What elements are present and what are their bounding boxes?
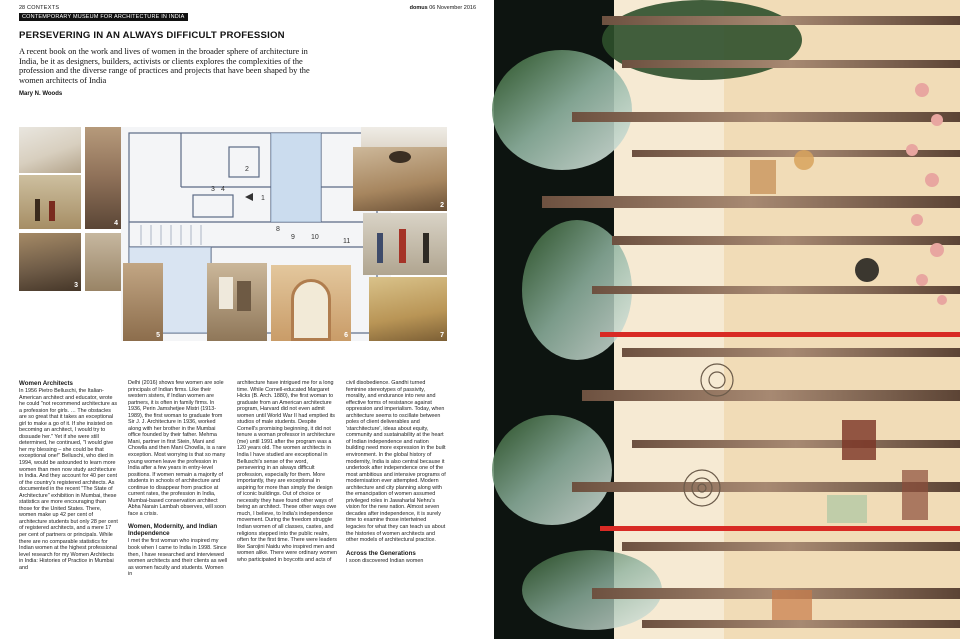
- plan-number-1: 1: [261, 195, 265, 202]
- photo-collage-figure: [19, 127, 447, 341]
- plan-number-4: 4: [221, 186, 225, 193]
- photo-courtyard: [19, 127, 81, 173]
- photo-number-6: 6: [344, 332, 348, 339]
- photo-children: [19, 175, 81, 229]
- photo-number-3: 3: [74, 282, 78, 289]
- author-byline: Mary N. Woods: [19, 91, 63, 97]
- heading-across-generations: Across the Generations: [346, 549, 416, 557]
- heading-women-modernity: Women, Modernity, and Indian Independence: [128, 523, 218, 538]
- photo-lane: [85, 233, 121, 291]
- photo-number-5: 5: [156, 332, 160, 339]
- plan-number-9: 9: [291, 234, 295, 241]
- text-column-1: [19, 380, 119, 571]
- body-text: [0, 380, 482, 639]
- plan-number-8: 8: [276, 226, 280, 233]
- photo-facade: [369, 277, 447, 341]
- photo-number-7: 7: [440, 332, 444, 339]
- photo-women-stairs: [353, 147, 447, 211]
- heading-women-architects: Women Architects: [19, 380, 73, 387]
- photo-stone-well: [85, 127, 121, 229]
- section-label: CONTEXTS: [27, 5, 60, 11]
- plan-number-2: 2: [245, 166, 249, 173]
- page-number: 28: [19, 5, 26, 11]
- text-column-2: [128, 380, 228, 578]
- article-title: PERSEVERING IN AN ALWAYS DIFFICULT PROFESSION: [19, 30, 285, 41]
- issue-date: 06 November 2016: [429, 5, 476, 11]
- article-standfirst: A recent book on the work and lives of women in the broader sphere of architecture in India, be it as designers, builders, activists or clients explores the complexities of the profession and the diverse range of practices and projects that have been shaped by the women architects of India: [19, 47, 310, 86]
- paragraph-col4-b: I soon discovered Indian women: [346, 557, 424, 564]
- plan-number-3: 3: [211, 186, 215, 193]
- photo-men-seated: [207, 263, 267, 341]
- text-column-3: [237, 380, 337, 563]
- paragraph-col1: In 1956 Pietro Belluschi, the Italian-American architect and educator, wrote he could "not recommend architecture as a profession for girls. … The obstacles are so great that it takes an exceptional girl to make a go of it. If she insisted on becoming an architect, I would try to dissuade her." Yet if she were still determined, he continued, "I would give her my blessing – she could be that exceptional one!" Belluschi, who died in 1994, would be astounded to learn more women than men now study architecture in India. And they account for 40 per cent of the country's registered architects. As documented in the recent "The State of Architecture" exhibition in Mumbai, these statistics are more encouraging than those for the United States. There, women make up 42 per cent of architecture students but only 28 per cent of registered architects, and a mere 17 per cent of partners or principals. While there are no comparable statistics for Indian women at the highest professional level research for my Women Architects in India: Histories of Practice in Mumbai and: [19, 388, 118, 571]
- photo-group: [363, 213, 447, 275]
- paragraph-col4-a: civil disobedience. Gandhi turned feminine stereotypes of passivity, morality, and endurance into new and effective forms of resistance against oppression and imperialism. Today, when architecture seems to oscillate between poles of client deliverables and 'starchitecture', ideas about equity, community and sustainability at the heart of Indian independence and nation building need more expression in the built environment. In the global history of modernity, India is also central because it undertook after independence one of the most ambitious and intensive programs of modernisation ever attempted. Modern architecture and city planning along with the emancipation of women assumed privileged roles in Jawaharlal Nehru's vision for the new nation. Almost seven decades after independence, it is surely time to examine those intertwined legacies for what they can teach us about the histories of women architects and other models of architectural practice.: [346, 380, 446, 544]
- paragraph-col3: architecture have intrigued me for a long time. While Cornell-educated Margaret Hicks (B. Arch. 1880), the first woman to graduate from an American architecture program, Harvard did not even admit women until World War II had emptied its studios of male students. Despite Cornell's promising beginning, it did not tenure a woman professor in architecture (me) until 1991 after the program was a 120 years old. The women architects in India I have studied are exceptional in Belluschi's sense of the word, persevering in an always difficult profession, especially for them. More importantly, they are exceptional in aspiring for more than simply the design of iconic buildings. Out of choice or necessity they have found other ways of being an architect. These other ways owe much, I believe, to India's independence movement. During the freedom struggle Indian women of all classes, castes, and religions stepped into the public realm, often for the first time. There were leaders like Sarojini Naidu who inspired men and women alike. There were ordinary women who participated in boycotts and acts of: [237, 380, 337, 563]
- subsection-label: CONTEMPORARY MUSEUM FOR ARCHITECTURE IN INDIA: [19, 13, 188, 21]
- magazine-issue: [410, 5, 476, 11]
- photo-arch-doorway: [271, 265, 351, 341]
- collage-illustration: [482, 0, 960, 639]
- paragraph-col2-b: I met the first woman who inspired my book when I came to India in 1998. Since then, I have researched and interviewed women architects and their clients as well as women faculty and students. Women in: [128, 538, 228, 578]
- running-head: [19, 2, 478, 22]
- photo-street-wall: [123, 263, 163, 341]
- text-column-4: [346, 380, 446, 564]
- paragraph-col2-a: Delhi (2016) shows few women are sole principals of Indian firms. Like their western sisters, if Indian women are partners, it is often in family firms. In 1936, Perin Jamshetjee Mistri (1913-1989), the first woman to graduate from Sir J. J. Architecture in 1936, worked along with her brother in the Mumbai office founded by their father. Mehma Mani, partner in first Stein, Mani and Chowlla and then Mani Chowlla, is a rare exception. Most worrying is that so many young women leave the profession in India after a few years in entry-level positions. If women remain a majority of students in schools of architecture and continue to disappear from practice at current rates, the profession in India, Mumbai-based conservation architect Abha Narain Lambah observes, will soon face a crisis.: [128, 380, 226, 517]
- right-page: [482, 0, 960, 639]
- photo-number-2: 2: [440, 202, 444, 209]
- plan-number-10: 10: [311, 234, 319, 241]
- magazine-name: domus: [409, 5, 428, 11]
- photo-number-4: 4: [114, 220, 118, 227]
- photo-alley: [19, 233, 81, 291]
- plan-number-11: 11: [343, 238, 351, 245]
